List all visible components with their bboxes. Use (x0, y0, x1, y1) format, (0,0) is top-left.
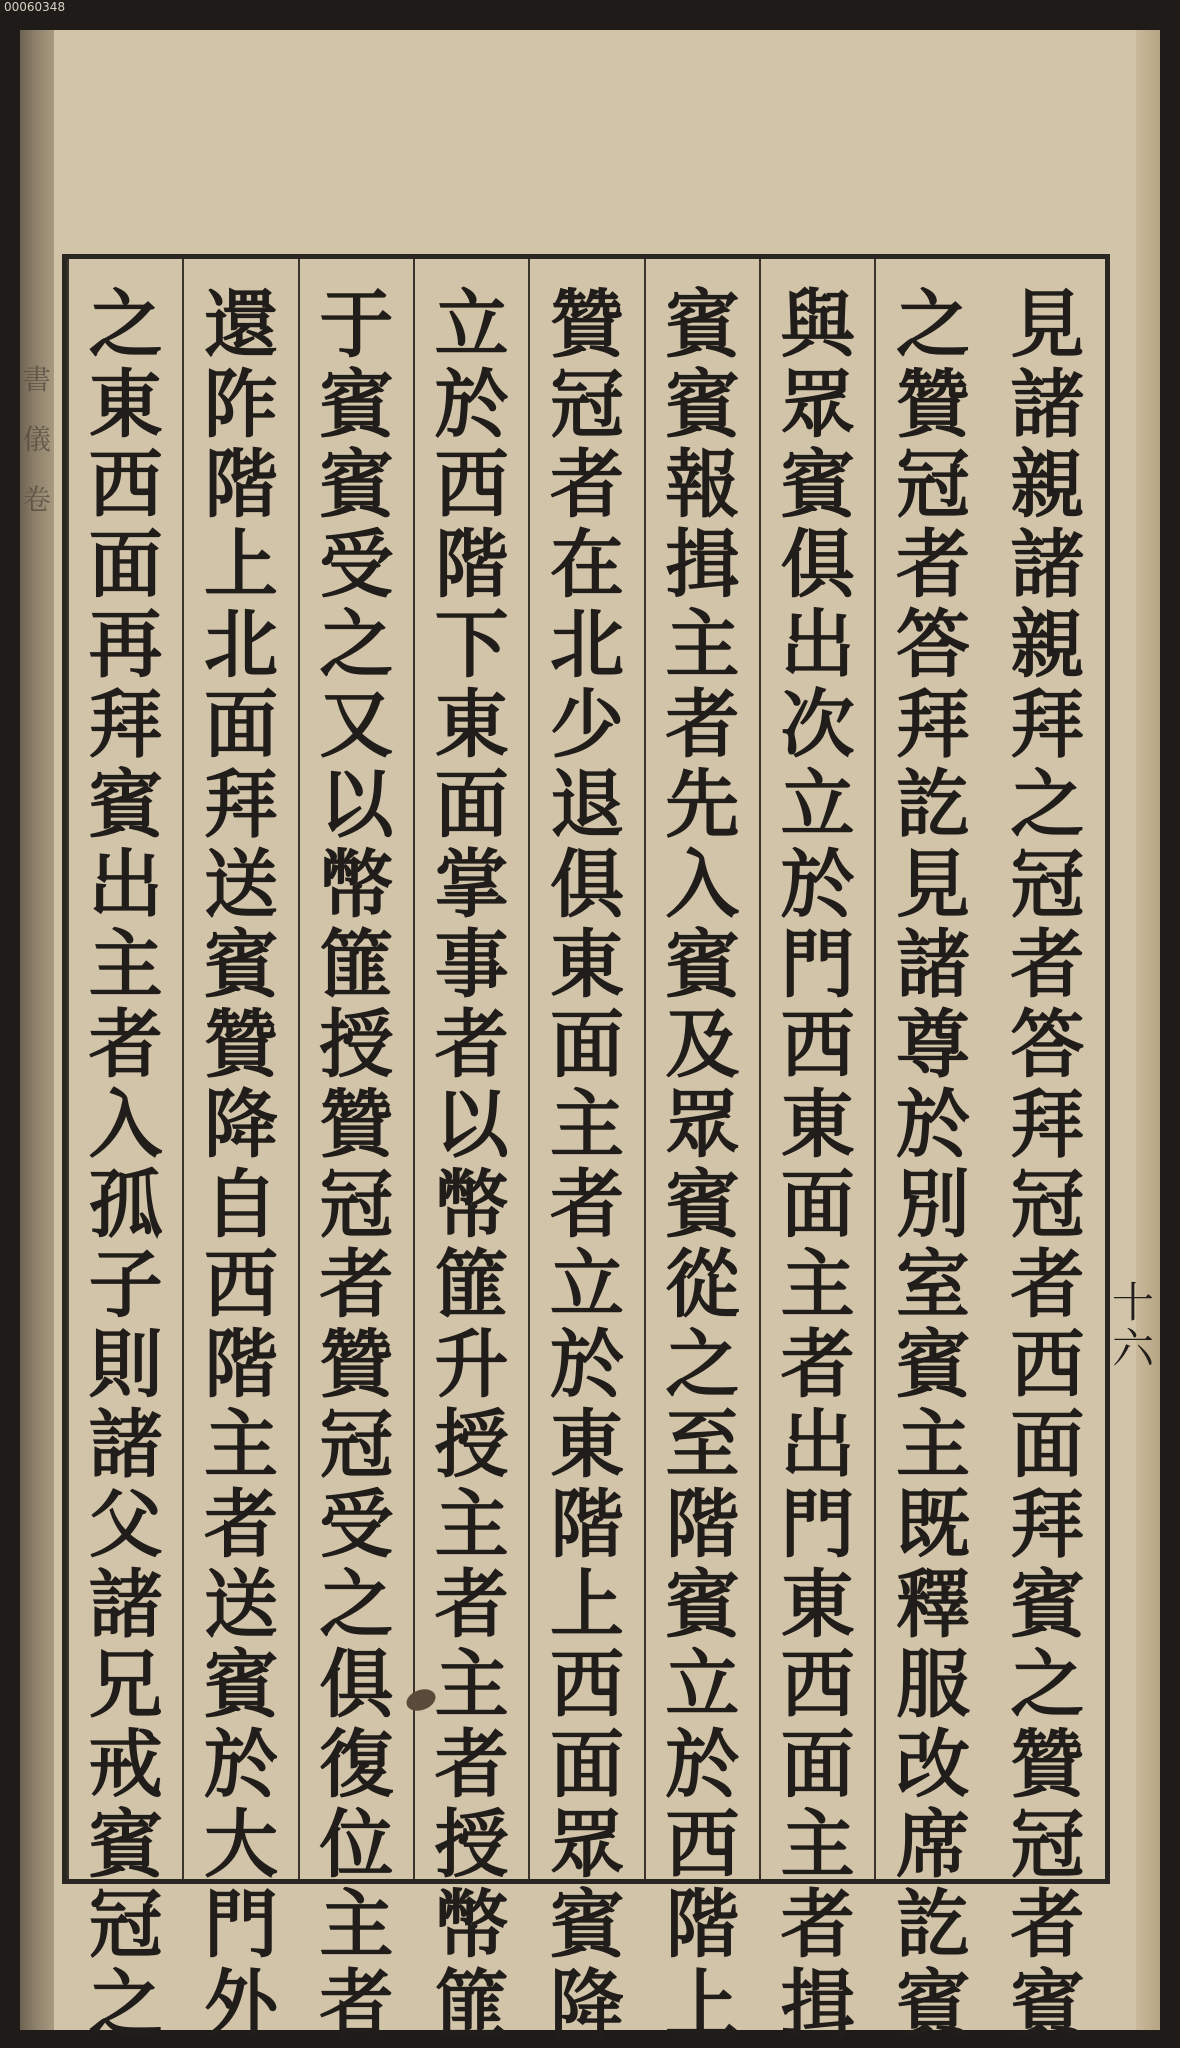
folio-number (1112, 1278, 1155, 1373)
text-char: 復 (319, 1722, 394, 1808)
book-page (20, 30, 1160, 2048)
text-char: 揖 (780, 1962, 855, 2048)
text-char: 眾 (665, 1082, 740, 1168)
text-char: 階 (203, 1322, 278, 1408)
text-char: 訖 (895, 1882, 970, 1968)
text-char: 立 (780, 762, 855, 848)
text-char: 授 (319, 1002, 394, 1088)
text-char: 賓 (665, 922, 740, 1008)
text-char: 諸 (1010, 362, 1085, 448)
text-char: 於 (549, 1322, 624, 1408)
text-char: 席 (895, 1802, 970, 1888)
text-char: 主 (434, 1482, 509, 1568)
text-char: 北 (203, 602, 278, 688)
text-char: 孤 (88, 1162, 163, 1248)
text-char: 眾 (780, 362, 855, 448)
text-char: 退 (549, 762, 624, 848)
text-char: 及 (665, 1002, 740, 1088)
text-column (67, 259, 182, 2048)
text-char: 賓 (88, 1802, 163, 1888)
text-char: 之 (319, 602, 394, 688)
text-char: 親 (1010, 442, 1085, 528)
text-char: 階 (203, 442, 278, 528)
text-char: 冠 (319, 1162, 394, 1248)
text-char: 門 (780, 922, 855, 1008)
text-char: 之 (1010, 762, 1085, 848)
text-char: 授 (434, 1802, 509, 1888)
text-char: 篚 (319, 922, 394, 1008)
text-char: 面 (88, 522, 163, 608)
text-char: 既 (895, 1482, 970, 1568)
text-char: 下 (434, 602, 509, 688)
text-char: 之 (88, 282, 163, 368)
text-char: 西 (780, 1002, 855, 1088)
text-char: 主 (319, 1882, 394, 1968)
text-column (182, 259, 297, 2048)
text-char: 東 (434, 682, 509, 768)
text-column (759, 259, 874, 2048)
text-char: 戒 (88, 1722, 163, 1808)
text-char: 主 (549, 1082, 624, 1168)
text-column (990, 259, 1105, 2048)
text-char: 室 (895, 1242, 970, 1328)
text-char: 冠 (319, 1402, 394, 1488)
text-char: 面 (434, 762, 509, 848)
text-char: 以 (319, 762, 394, 848)
text-char: 幣 (434, 1882, 509, 1968)
text-char: 立 (549, 1242, 624, 1328)
text-char: 賓 (319, 442, 394, 528)
text-char: 贊 (319, 1082, 394, 1168)
text-char: 賓 (665, 362, 740, 448)
text-char: 俱 (319, 1642, 394, 1728)
text-char: 賓 (780, 442, 855, 528)
text-char: 主 (203, 1402, 278, 1488)
text-char: 主 (895, 1402, 970, 1488)
text-char: 外 (203, 1962, 278, 2048)
book-spine (20, 30, 54, 2030)
text-char: 面 (203, 682, 278, 768)
page-edge (1136, 30, 1160, 2030)
text-char: 大 (203, 1802, 278, 1888)
text-char: 在 (549, 522, 624, 608)
text-char: 拜 (1010, 682, 1085, 768)
text-char: 於 (203, 1722, 278, 1808)
text-char: 者 (780, 1322, 855, 1408)
text-char: 者 (549, 442, 624, 528)
text-char: 西 (665, 1802, 740, 1888)
text-char: 東 (780, 1082, 855, 1168)
text-char: 贊 (895, 362, 970, 448)
text-char: 賓 (88, 762, 163, 848)
text-column (528, 259, 643, 2048)
text-char: 還 (203, 282, 278, 368)
text-char: 賓 (203, 922, 278, 1008)
text-char: 答 (1010, 1002, 1085, 1088)
text-char: 篚 (434, 1242, 509, 1328)
text-char: 于 (319, 282, 394, 368)
text-char: 子 (88, 1242, 163, 1328)
text-char: 之 (319, 1562, 394, 1648)
text-char: 受 (319, 522, 394, 608)
text-char: 諸 (1010, 522, 1085, 608)
folio-char: 六 (1112, 1324, 1155, 1373)
text-char: 上 (665, 1962, 740, 2048)
text-char: 報 (665, 442, 740, 528)
text-char: 上 (203, 522, 278, 608)
text-char: 眾 (549, 1802, 624, 1888)
text-char: 阼 (203, 362, 278, 448)
text-char: 揖 (665, 522, 740, 608)
text-char: 於 (434, 362, 509, 448)
text-char: 冠 (895, 442, 970, 528)
text-char: 之 (895, 282, 970, 368)
text-char: 者 (88, 1002, 163, 1088)
text-char: 受 (319, 1482, 394, 1568)
text-char: 東 (549, 922, 624, 1008)
text-char: 門 (780, 1482, 855, 1568)
text-char: 者 (665, 682, 740, 768)
text-char: 冠 (549, 362, 624, 448)
text-char: 賓 (665, 1162, 740, 1248)
text-char: 先 (665, 762, 740, 848)
text-char: 出 (88, 842, 163, 928)
text-char: 立 (665, 1642, 740, 1728)
text-char: 賓 (319, 362, 394, 448)
text-char: 事 (434, 922, 509, 1008)
text-char: 自 (203, 1162, 278, 1248)
text-char: 入 (88, 1082, 163, 1168)
text-char: 位 (319, 1802, 394, 1888)
text-char: 西 (203, 1242, 278, 1328)
text-char: 主 (665, 602, 740, 688)
text-char: 賓 (1010, 1962, 1085, 2048)
text-char: 送 (203, 1562, 278, 1648)
text-char: 入 (665, 842, 740, 928)
text-char: 東 (549, 1402, 624, 1488)
text-char: 掌 (434, 842, 509, 928)
text-char: 少 (549, 682, 624, 768)
text-char: 賓 (665, 1562, 740, 1648)
text-char: 改 (895, 1722, 970, 1808)
text-char: 者 (1010, 1882, 1085, 1968)
text-column (874, 259, 989, 2048)
text-char: 篚 (434, 1962, 509, 2048)
text-char: 諸 (88, 1562, 163, 1648)
text-char: 冠 (1010, 1162, 1085, 1248)
text-column (644, 259, 759, 2048)
text-char: 立 (434, 282, 509, 368)
text-char: 訖 (895, 762, 970, 848)
text-column (298, 259, 413, 2048)
text-char: 出 (780, 602, 855, 688)
text-char: 賓 (895, 1322, 970, 1408)
text-char: 冠 (1010, 842, 1085, 928)
text-char: 主 (780, 1242, 855, 1328)
text-char: 釋 (895, 1562, 970, 1648)
text-char: 者 (1010, 922, 1085, 1008)
text-char: 面 (549, 1002, 624, 1088)
text-char: 諸 (895, 922, 970, 1008)
text-char: 面 (549, 1722, 624, 1808)
text-char: 降 (549, 1962, 624, 2048)
text-char: 別 (895, 1162, 970, 1248)
text-char: 階 (665, 1882, 740, 1968)
text-char: 拜 (203, 762, 278, 848)
text-char: 次 (780, 682, 855, 768)
text-char: 西 (88, 442, 163, 528)
text-char: 者 (549, 1162, 624, 1248)
text-char: 者 (319, 1962, 394, 2048)
text-char: 賓 (895, 1962, 970, 2048)
text-char: 主 (780, 1802, 855, 1888)
text-char: 拜 (895, 682, 970, 768)
text-char: 於 (780, 842, 855, 928)
spine-title: 書儀卷 (22, 363, 51, 516)
text-char: 者 (203, 1482, 278, 1568)
scan-id-label: 00060348 (4, 0, 66, 14)
text-char: 拜 (1010, 1482, 1085, 1568)
text-char: 贊 (319, 1322, 394, 1408)
text-char: 親 (1010, 602, 1085, 688)
text-char: 主 (88, 922, 163, 1008)
text-char: 賓 (1010, 1562, 1085, 1648)
text-char: 者 (434, 1002, 509, 1088)
text-char: 賓 (665, 282, 740, 368)
text-frame (62, 254, 1110, 2048)
text-char: 西 (549, 1642, 624, 1728)
text-char: 拜 (88, 682, 163, 768)
text-char: 至 (665, 1402, 740, 1488)
text-char: 上 (549, 1562, 624, 1648)
text-char: 送 (203, 842, 278, 928)
text-char: 幣 (319, 842, 394, 928)
text-char: 階 (665, 1482, 740, 1568)
text-char: 以 (434, 1082, 509, 1168)
text-char: 階 (434, 522, 509, 608)
text-char: 者 (434, 1562, 509, 1648)
text-char: 者 (895, 522, 970, 608)
text-char: 者 (319, 1242, 394, 1328)
text-char: 服 (895, 1642, 970, 1728)
text-char: 則 (88, 1322, 163, 1408)
text-char: 拜 (1010, 1082, 1085, 1168)
text-char: 西 (434, 442, 509, 528)
text-char: 贊 (203, 1002, 278, 1088)
text-char: 主 (434, 1642, 509, 1728)
text-char: 門 (203, 1882, 278, 1968)
text-char: 東 (88, 362, 163, 448)
text-char: 者 (1010, 1242, 1085, 1328)
folio-char: 十 (1112, 1278, 1155, 1327)
text-char: 見 (1010, 282, 1085, 368)
text-char: 兄 (88, 1642, 163, 1728)
text-char: 階 (549, 1482, 624, 1568)
text-char: 又 (319, 682, 394, 768)
text-char: 之 (665, 1322, 740, 1408)
text-char: 諸 (88, 1402, 163, 1488)
text-char: 與 (780, 282, 855, 368)
text-char: 面 (780, 1722, 855, 1808)
text-char: 西 (1010, 1322, 1085, 1408)
text-char: 賓 (203, 1642, 278, 1728)
text-char: 出 (780, 1402, 855, 1488)
text-char: 升 (434, 1322, 509, 1408)
text-char: 之 (88, 1962, 163, 2048)
text-char: 北 (549, 602, 624, 688)
text-char: 東 (780, 1562, 855, 1648)
text-char: 答 (895, 602, 970, 688)
text-char: 贊 (549, 282, 624, 368)
text-char: 面 (1010, 1402, 1085, 1488)
text-char: 者 (434, 1722, 509, 1808)
text-char: 冠 (1010, 1802, 1085, 1888)
text-char: 於 (895, 1082, 970, 1168)
text-char: 俱 (780, 522, 855, 608)
text-char: 再 (88, 602, 163, 688)
text-char: 降 (203, 1082, 278, 1168)
text-char: 俱 (549, 842, 624, 928)
text-char: 之 (1010, 1642, 1085, 1728)
text-column (413, 259, 528, 2048)
text-char: 贊 (1010, 1722, 1085, 1808)
text-char: 於 (665, 1722, 740, 1808)
text-char: 尊 (895, 1002, 970, 1088)
text-char: 冠 (88, 1882, 163, 1968)
text-char: 幣 (434, 1162, 509, 1248)
text-char: 者 (780, 1882, 855, 1968)
text-char: 授 (434, 1402, 509, 1488)
text-char: 面 (780, 1162, 855, 1248)
text-char: 見 (895, 842, 970, 928)
text-char: 賓 (549, 1882, 624, 1968)
text-char: 父 (88, 1482, 163, 1568)
text-char: 從 (665, 1242, 740, 1328)
text-char: 西 (780, 1642, 855, 1728)
